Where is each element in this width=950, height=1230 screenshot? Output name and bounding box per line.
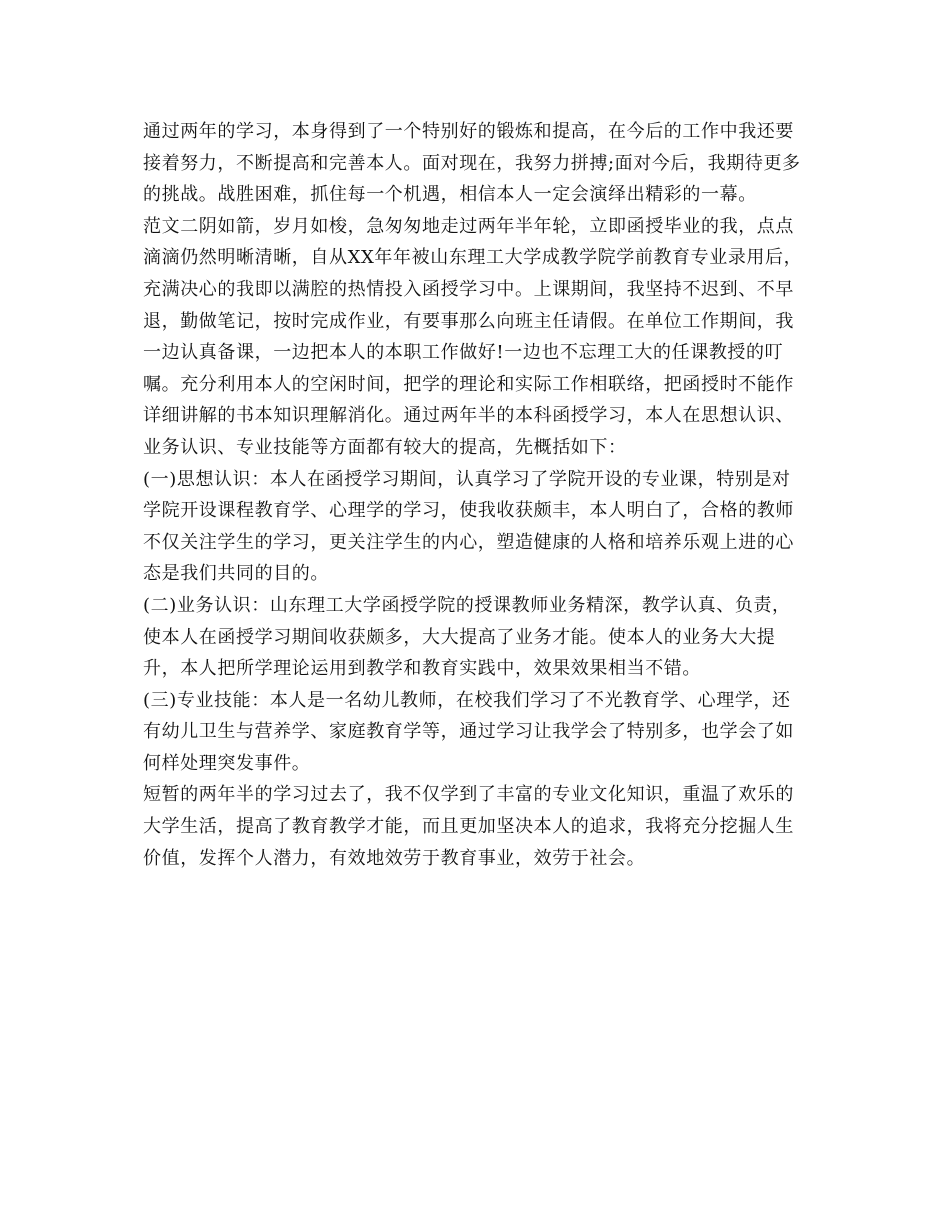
document-body [143, 116, 813, 874]
text-line: (二)业务认识：山东理工大学函授学院的授课教师业务精深，教学认真、负责， [143, 594, 791, 616]
text-line: (三)专业技能：本人是一名幼儿教师，在校我们学习了不光教育学、心理学，还 [143, 689, 791, 711]
text-line: 有幼儿卫生与营养学、家庭教育学等，通过学习让我学会了特别多，也学会了如 [143, 721, 794, 743]
text-line: 短暂的两年半的学习过去了，我不仅学到了丰富的专业文化知识，重温了欢乐的 [143, 784, 794, 806]
text-line: 一边认真备课，一边把本人的本职工作做好!一边也不忘理工大的任课教授的叮 [143, 342, 784, 364]
text-line: 升，本人把所学理论运用到教学和教育实践中，效果效果相当不错。 [143, 658, 701, 680]
text-line: 退，勤做笔记，按时完成作业，有要事那么向班主任请假。在单位工作期间，我 [143, 310, 794, 332]
text-line: 嘱。充分利用本人的空闲时间，把学的理论和实际工作相联络，把函授时不能作 [143, 373, 794, 395]
text-line: 价值，发挥个人潜力，有效地效劳于教育事业，效劳于社会。 [143, 847, 646, 869]
text-line: 使本人在函授学习期间收获颇多，大大提高了业务才能。使本人的业务大大提 [143, 626, 776, 648]
text-line: 不仅关注学生的学习，更关注学生的内心，塑造健康的人格和培养乐观上进的心 [143, 531, 794, 553]
text-line: 何样处理突发事件。 [143, 752, 311, 774]
text-line: 通过两年的学习，本身得到了一个特别好的锻炼和提高，在今后的工作中我还要 [143, 121, 794, 142]
text-line: 充满决心的我即以满腔的热情投入函授学习中。上课期间，我坚持不迟到、不早 [143, 278, 794, 300]
text-line: 大学生活，提高了教育教学才能，而且更加坚决本人的追求，我将充分挖掘人生 [143, 816, 794, 838]
text-line: (一)思想认识：本人在函授学习期间，认真学习了学院开设的专业课，特别是对 [143, 468, 791, 490]
text-line: 详细讲解的书本知识理解消化。通过两年半的本科函授学习，本人在思想认识、 [143, 405, 794, 427]
text-line: 学院开设课程教育学、心理学的学习，使我收获颇丰，本人明白了，合格的教师 [143, 500, 794, 522]
text-line: 滴滴仍然明晰清晰，自从XX年年被山东理工大学成教学院学前教育专业录用后， [143, 247, 803, 269]
text-line: 业务认识、专业技能等方面都有较大的提高，先概括如下： [143, 436, 627, 458]
text-line: 的挑战。战胜困难，抓住每一个机遇，相信本人一定会演绎出精彩的一幕。 [143, 184, 757, 206]
text-line: 范文二阴如箭，岁月如梭，急匆匆地走过两年半年轮，立即函授毕业的我，点点 [143, 215, 794, 237]
text-line: 接着努力，不断提高和完善本人。面对现在，我努力拼搏;面对今后，我期待更多 [143, 152, 801, 174]
text-line: 态是我们共同的目的。 [143, 563, 329, 585]
